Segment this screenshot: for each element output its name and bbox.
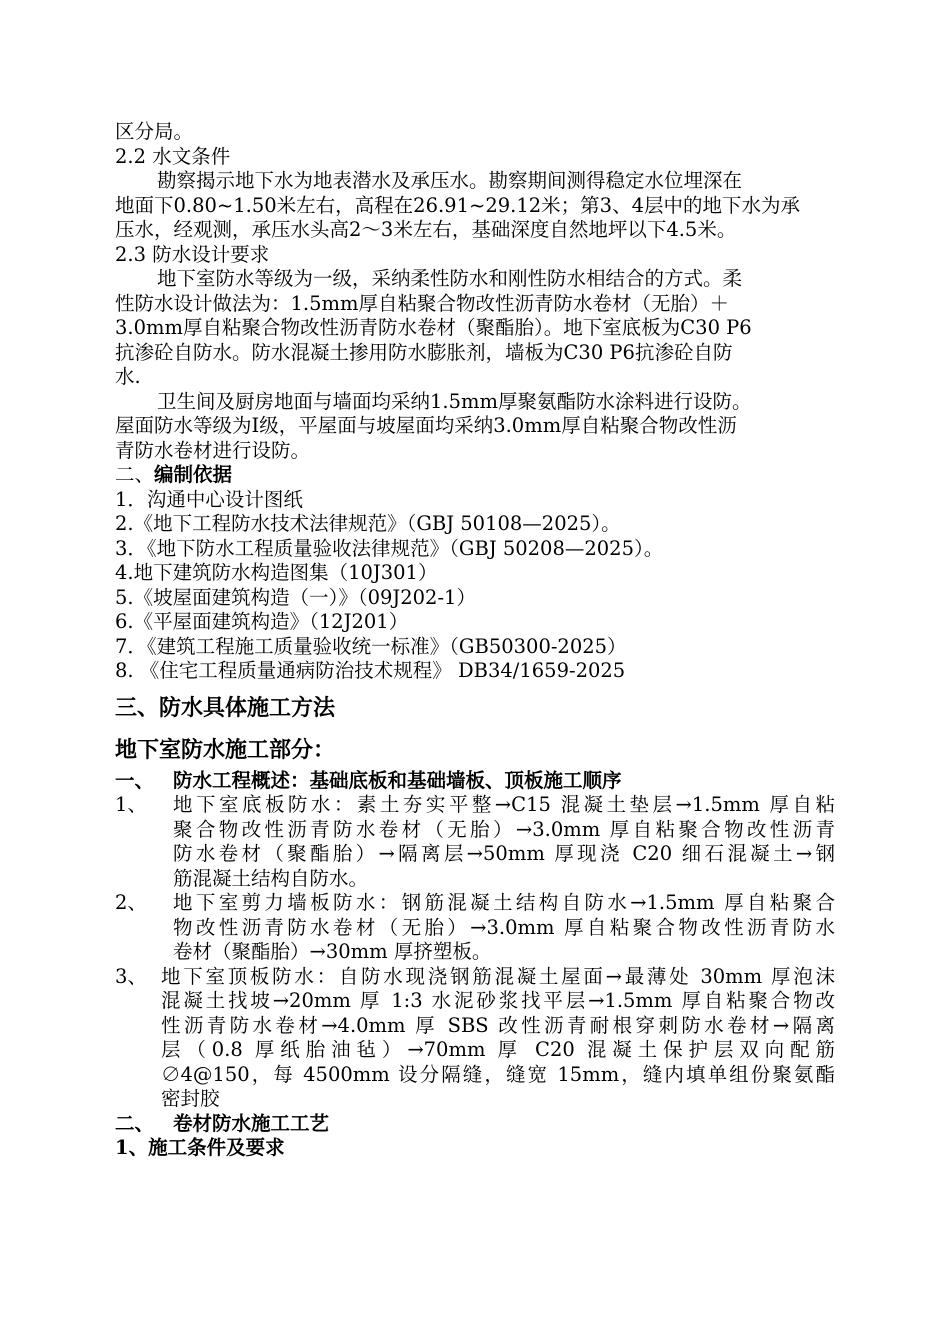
- basement-subheading: 地下室防水施工部分：: [115, 736, 336, 763]
- overview-item-3: [115, 965, 835, 1112]
- overview-item-2-line: 卷材（聚酯胎）→30mm 厚挤塑板。: [173, 940, 492, 963]
- overview-heading: [115, 769, 835, 794]
- design-line-5: 水.: [115, 365, 141, 388]
- overview-item-1: [115, 793, 835, 891]
- design-line-8: 青防水卷材进行设防。: [115, 438, 311, 462]
- overview-item-2-number: 2、: [115, 891, 147, 914]
- design-line-1: 地下室防水等级为一级，采纳柔性防水和刚性防水相结合的方式。柔: [157, 267, 743, 290]
- overview-item-1-line: 防水卷材（聚酯胎）→隔离层→50mm 厚现浇 C20 细石混凝土→钢: [173, 842, 835, 865]
- overview-item-3-line: 地下室顶板防水：自防水现浇钢筋混凝土屋面→最薄处 30mm 厚泡沫: [161, 964, 835, 988]
- section-2-3-heading: 2.3 防水设计要求: [115, 242, 270, 266]
- overview-item-1-line: 聚合物改性沥青防水卷材（无胎）→3.0mm 厚自粘聚合物改性沥青: [173, 817, 835, 841]
- overview-item-1-number: 1、: [115, 793, 147, 816]
- basis-heading-title: 编制依据: [154, 463, 233, 486]
- overview-title: 防水工程概述：基础底板和基础墙板、顶板施工顺序: [173, 768, 622, 792]
- overview-item-3-number: 3、: [115, 964, 147, 988]
- overview-item-3-line: 混凝土找坡→20mm 厚 1:3 水泥砂浆找平层→1.5mm 厚自粘聚合物改: [161, 989, 835, 1012]
- design-line-4: 抗渗砼自防水。防水混凝土掺用防水膨胀剂，墙板为C30 P6抗渗砼自防: [115, 340, 733, 364]
- basis-item-7: 7．《建筑工程施工质量验收统一标准》（GB50300-2025）: [115, 634, 627, 658]
- overview-item-1-line: 地下室底板防水：素土夯实平整→C15 混凝土垫层→1.5mm 厚自粘: [173, 793, 835, 816]
- hydrology-line-3: 压水，经观测，承压水头高2～3米左右，基础深度自然地坪以下4.5米。: [115, 218, 737, 241]
- basis-item-1: 1．沟通中心设计图纸: [115, 487, 303, 511]
- document-body: [115, 120, 835, 1161]
- method-heading: 三、防水具体施工方法: [115, 694, 336, 721]
- overview-item-2-line: 地下室剪力墙板防水：钢筋混凝土结构自防水→1.5mm 厚自粘聚合: [173, 891, 835, 914]
- overview-item-3-line: 性沥青防水卷材→4.0mm 厚 SBS 改性沥青耐根穿刺防水卷材→隔离: [161, 1013, 835, 1037]
- overview-number: 一、: [115, 768, 155, 792]
- design-line-2: 性防水设计做法为：1.5mm厚自粘聚合物改性沥青防水卷材（无胎）＋: [115, 291, 729, 315]
- roll-title: 卷材防水施工工艺: [173, 1111, 330, 1135]
- design-line-7: 屋面防水等级为Ⅰ级，平屋面与坡屋面均采纳3.0mm厚自粘聚合物改性沥: [115, 414, 737, 437]
- overview-item-1-line: 筋混凝土结构自防水。: [173, 866, 369, 890]
- design-line-6: 卫生间及厨房地面与墙面均采纳1.5mm厚聚氨酯防水涂料进行设防。: [157, 389, 752, 413]
- overview-item-2: [115, 891, 835, 965]
- basis-item-4: 4.地下建筑防水构造图集（10J301）: [115, 561, 438, 584]
- hydrology-line-1: 勘察揭示地下水为地表潜水及承压水。勘察期间测得稳定水位埋深在: [157, 169, 743, 192]
- basis-item-5: 5.《坡屋面建筑构造（一）》（09J202-1）: [115, 585, 476, 609]
- basis-item-3: 3．《地下防水工程质量验收法律规范》（GBJ 50208—2025）。: [115, 536, 664, 560]
- roll-heading: [115, 1112, 835, 1137]
- basis-item-8: 8. 《住宅工程质量通病防治技术规程》 DB34/1659-2025: [115, 659, 626, 682]
- roll-number: 二、: [115, 1111, 155, 1135]
- overview-item-3-line: 密封胶: [161, 1087, 220, 1110]
- basis-heading-number: 二、: [115, 463, 155, 486]
- overview-item-2-line: 物改性沥青防水卷材（无胎）→3.0mm 厚自粘聚合物改性沥青防水: [173, 915, 835, 939]
- roll-subheading: 1、施工条件及要求: [115, 1136, 285, 1159]
- basis-heading: [115, 463, 835, 488]
- basis-item-2: 2.《地下工程防水技术法律规范》（GBJ 50108—2025）。: [115, 512, 621, 535]
- basis-item-6: 6.《平屋面建筑构造》（12J201）: [115, 610, 409, 633]
- overview-item-3-line: ∅4@150，每 4500mm 设分隔缝，缝宽 15mm，缝内填单组份聚氨酯: [161, 1062, 835, 1086]
- intro-line: 区分局。: [115, 120, 194, 143]
- hydrology-line-2: 地面下0.80~1.50米左右，高程在26.91~29.12米；第3、4层中的地下水为承: [115, 193, 800, 217]
- section-2-2-heading: 2.2 水文条件: [115, 144, 231, 168]
- overview-item-3-line: 层（0.8 厚纸胎油毡）→70mm 厚 C20 混凝土保护层双向配筋: [161, 1038, 835, 1061]
- design-line-3: 3.0mm厚自粘聚合物改性沥青防水卷材（聚酯胎）。地下室底板为C30 P6: [115, 316, 752, 339]
